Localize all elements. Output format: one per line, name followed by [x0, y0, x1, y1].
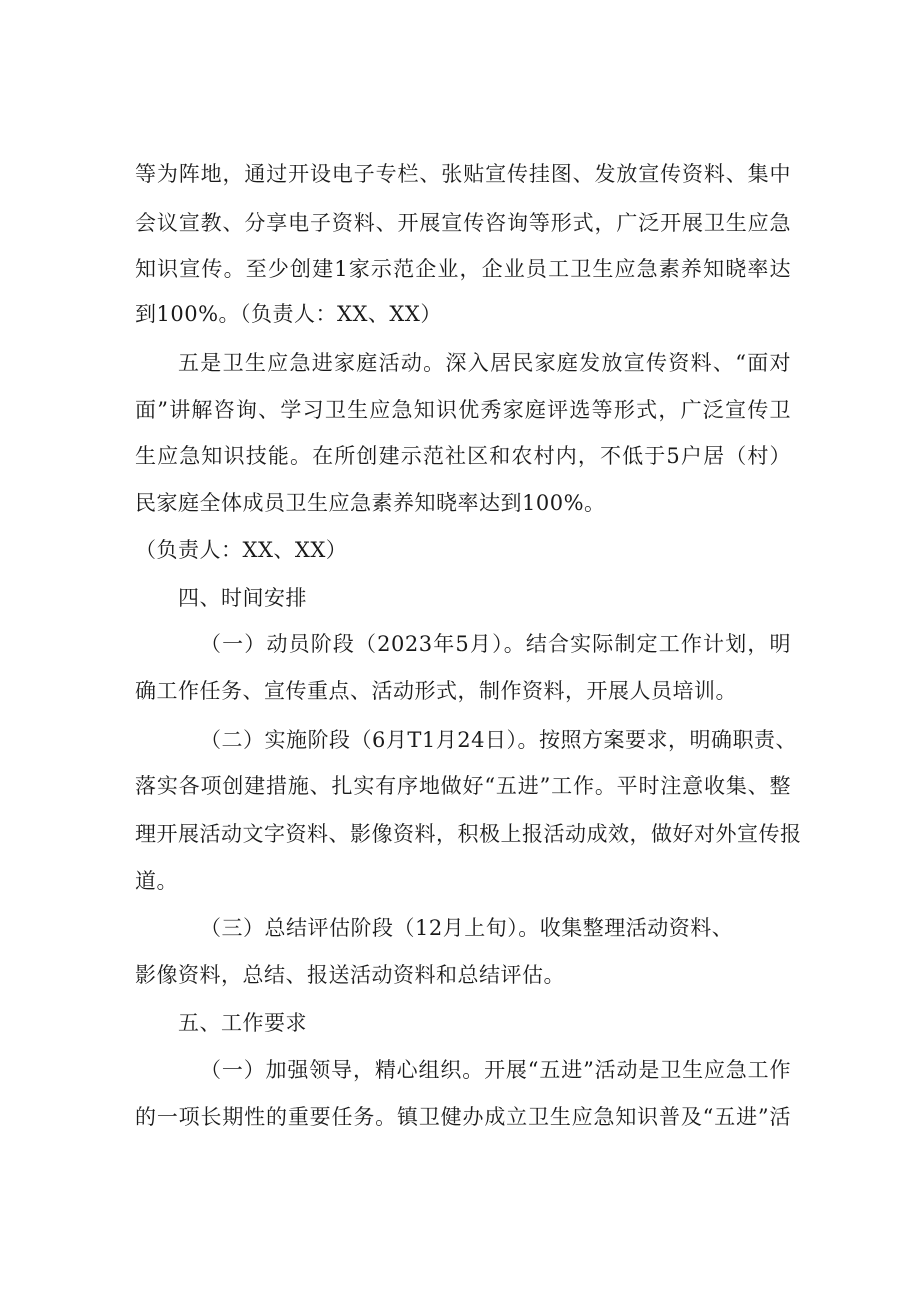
text-line-21: 的一项长期性的重要任务。镇卫健办成立卫生应急知识普及“五进”活: [135, 1105, 791, 1129]
text-line-12: 确工作任务、宣传重点、活动形式，制作资料，开展人员培训。: [135, 679, 737, 703]
text-line-17: （三）总结评估阶段（12月上旬）。收集整理活动资料、: [200, 916, 734, 940]
text-line-2: 会议宣教、分享电子资料、开展宣传咨询等形式，广泛开展卫生应急: [135, 211, 791, 235]
text-line-6: 面”讲解咨询、学习卫生应急知识优秀家庭评选等形式，广泛宣传卫: [135, 398, 791, 422]
text-line-20: （一）加强领导，精心组织。开展“五进”活动是卫生应急工作: [200, 1058, 791, 1082]
text-line-15: 理开展活动文字资料、影像资料，积极上报活动成效，做好对外宣传报: [135, 822, 802, 846]
text-line-5: 五是卫生应急进家庭活动。深入居民家庭发放宣传资料、“面对: [178, 351, 791, 375]
text-line-13: （二）实施阶段（6月T1月24日）。按照方案要求，明确职责、: [200, 728, 797, 752]
text-line-1: 等为阵地，通过开设电子专栏、张贴宣传挂图、发放宣传资料、集中: [135, 162, 791, 186]
text-line-11: （一）动员阶段（2023年5月）。结合实际制定工作计划，明: [200, 632, 791, 656]
text-line-14: 落实各项创建措施、扎实有序地做好“五进”工作。平时注意收集、整: [135, 774, 791, 798]
text-line-4: 到100%。（负责人：XX、XX）: [135, 302, 442, 326]
section-heading-requirements: 五、工作要求: [178, 1011, 307, 1035]
text-line-16: 道。: [135, 869, 178, 893]
text-line-7: 生应急知识技能。在所创建示范社区和农村内，不低于5户居（村）: [135, 444, 791, 468]
text-line-18: 影像资料，总结、报送活动资料和总结评估。: [135, 963, 565, 987]
text-line-9: （负责人：XX、XX）: [135, 538, 348, 562]
text-line-3: 知识宣传。至少创建1家示范企业，企业员工卫生应急素养知晓率达: [135, 257, 791, 281]
text-line-8: 民家庭全体成员卫生应急素养知晓率达到100%。: [135, 491, 606, 515]
section-heading-schedule: 四、时间安排: [178, 586, 307, 610]
